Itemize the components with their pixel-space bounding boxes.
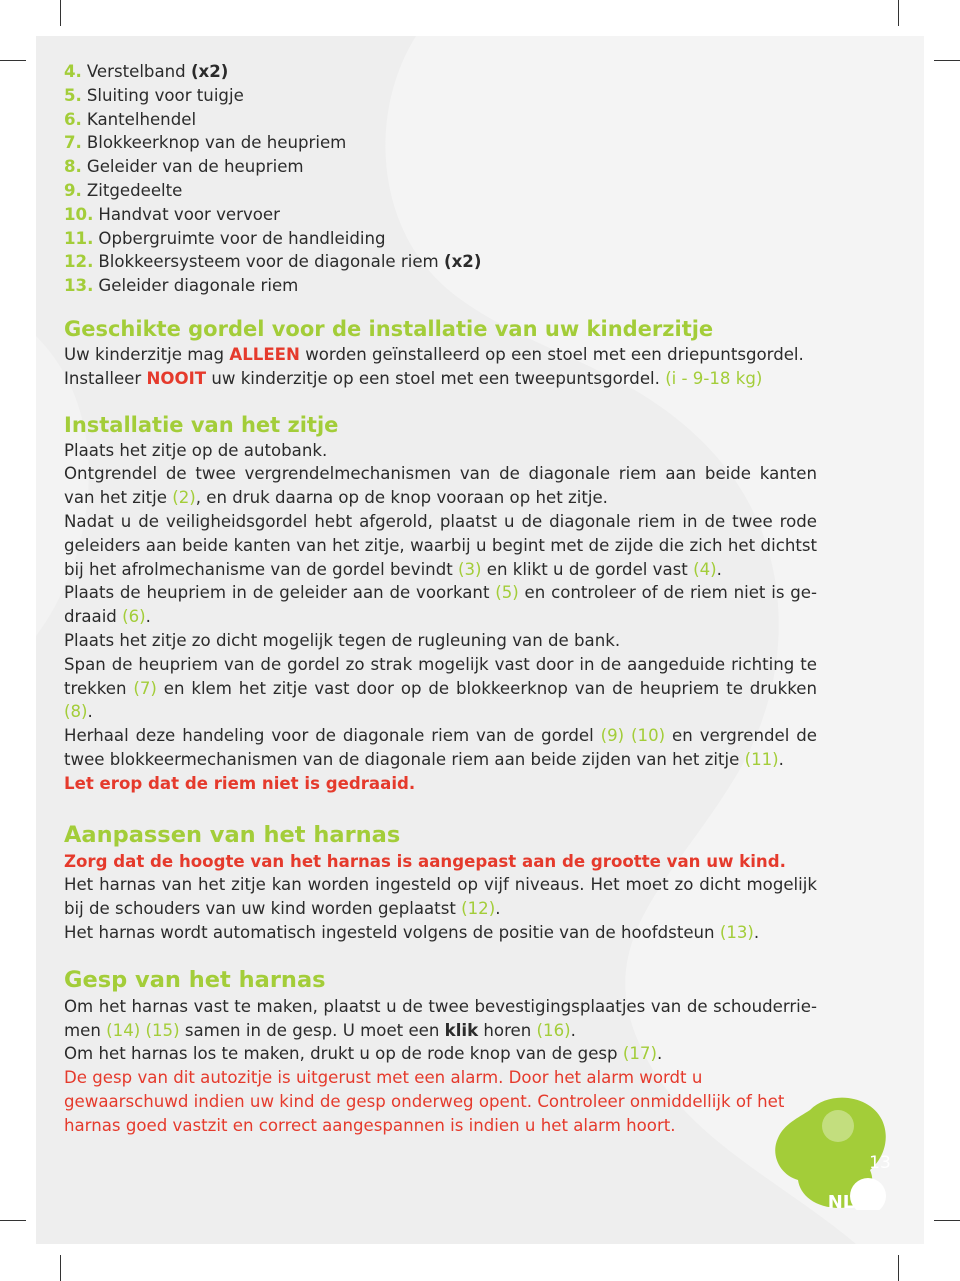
item-label: Blokkeerknop van de heupriem — [86, 133, 347, 153]
crop-mark — [60, 0, 61, 26]
item-label: Zitgedeelte — [86, 180, 183, 200]
parts-list-item — [64, 131, 817, 155]
text-run: Span de heupriem van de gordel zo strak mogelijk vast door in de aangeduide richting te trekken — [64, 654, 817, 698]
paragraph — [64, 873, 817, 921]
paragraph — [64, 510, 817, 581]
item-number: 11. — [64, 228, 94, 248]
item-number: 12. — [64, 252, 94, 272]
parts-list-item — [64, 274, 817, 298]
section-heading-installatie: Installatie van het zitje — [64, 412, 339, 437]
figure-ref: (9) (10) — [600, 726, 666, 746]
text-run: Herhaal deze handeling voor de diagonale riem van de gordel — [64, 726, 601, 746]
paragraph — [64, 343, 817, 367]
text-run: . — [656, 1044, 663, 1064]
figure-ref: (13) — [719, 922, 754, 942]
alarm-notice: De gesp van dit autozitje is uitgerust met een alarm. Door het alarm wordt u gewaarschuwd indien uw kind de gesp onderweg opent. Controleer onmiddellijk of het harnas goed vastzit en correct aangespannen is indien u het alarm hoort. — [64, 1068, 785, 1135]
parts-list-item — [64, 250, 817, 274]
text-run: en vergrendel de twee blokkeermechanismen van de diagonale riem aan beide zijden van het zitje — [64, 726, 817, 769]
figure-ref: (5) — [495, 583, 519, 603]
figure-ref: (8) — [64, 702, 88, 722]
text-run: , en druk daarna op de knop vooraan op het zitje. — [195, 488, 608, 508]
figure-ref: (3) — [458, 559, 482, 579]
item-label: Handvat voor vervoer — [98, 204, 280, 224]
figure-ref: (4) — [693, 559, 717, 579]
parts-list — [64, 60, 817, 298]
text-run: Ontgrendel de twee vergrendelmechanismen van de diagonale riem aan beide kanten van het zitje — [64, 464, 817, 508]
item-number: 9. — [64, 180, 82, 200]
paragraph — [64, 653, 817, 724]
text-run: horen — [478, 1020, 537, 1040]
section-heading-gordel: Geschikte gordel voor de installatie van uw kinderzitje — [64, 316, 714, 341]
crop-mark — [0, 60, 26, 61]
parts-list-item — [64, 179, 817, 203]
text-run: Plaats de heupriem in de geleider aan de voorkant — [64, 583, 496, 603]
language-code: NL — [827, 1192, 855, 1213]
item-label: Kantelhendel — [86, 109, 197, 129]
paragraph — [64, 367, 817, 391]
item-number: 4. — [64, 62, 82, 81]
text-run: . — [145, 607, 151, 627]
text-run: en klikt u de gordel vast — [481, 559, 694, 579]
parts-list-item — [64, 84, 817, 108]
crop-mark — [898, 0, 899, 26]
text-run: en klem het zitje vast door op de blokkeerknop van de heupriem te drukken — [156, 678, 817, 698]
text-run: Om het harnas los te maken, drukt u op de rode knop van de gesp — [64, 1044, 623, 1064]
parts-list-item — [64, 60, 817, 84]
item-number: 13. — [64, 276, 94, 296]
page-number: 13 — [869, 1153, 891, 1173]
item-label: Sluiting voor tuigje — [86, 85, 244, 105]
crop-mark — [934, 60, 960, 61]
item-number: 5. — [64, 85, 82, 105]
crop-mark — [60, 1255, 61, 1281]
text-run: . — [495, 899, 501, 919]
emphasis-klik: klik — [444, 1020, 479, 1040]
warning-text: Zorg dat de hoogte van het harnas is aangepast aan de grootte van uw kind. — [64, 851, 786, 871]
parts-list-item — [64, 227, 817, 251]
item-quantity: (x2) — [190, 62, 229, 81]
parts-list-item — [64, 203, 817, 227]
item-number: 8. — [64, 157, 82, 177]
crop-mark — [898, 1255, 899, 1281]
item-number: 7. — [64, 133, 82, 153]
figure-ref: (12) — [461, 899, 496, 919]
text-run: . — [778, 749, 784, 769]
figure-ref: (6) — [122, 607, 146, 627]
text-run: . — [87, 702, 93, 722]
text-run: en controleer of de riem niet is ge-draaid — [64, 583, 817, 627]
text-run: worden geïnstalleerd op een stoel met een driepuntsgordel. — [299, 344, 804, 364]
paragraph — [64, 1042, 817, 1066]
item-number: 6. — [64, 109, 82, 129]
paragraph: Plaats het zitje zo dicht mogelijk tegen de rugleuning van de bank. — [64, 630, 621, 650]
text-run: Het harnas wordt automatisch ingesteld volgens de positie van de hoofdsteun — [64, 922, 720, 942]
figure-ref: (11) — [744, 749, 779, 769]
paragraph — [64, 462, 817, 510]
figure-ref: (2) — [172, 488, 196, 508]
text-run: . — [716, 559, 722, 579]
weight-class-note: (i - 9-18 kg) — [665, 368, 763, 388]
text-run: Nadat u de veiligheidsgordel hebt afgerold, plaatst u de diagonale riem in de twee rode geleiders aan beide kanten van het zitje, waarbij u begint met de zijde die zich het dichtst bij het afrolmechanisme van de gordel bevindt — [64, 511, 817, 579]
item-label: Opbergruimte voor de handleiding — [98, 228, 386, 248]
text-run: samen in de gesp. U moet een — [179, 1020, 445, 1040]
paragraph — [64, 995, 817, 1043]
paragraph — [64, 921, 817, 945]
crop-mark — [934, 1220, 960, 1221]
text-run: . — [570, 1020, 576, 1040]
item-quantity: (x2) — [444, 252, 482, 272]
parts-list-item — [64, 108, 817, 132]
page-content — [64, 60, 817, 1137]
emphasis-alleen: ALLEEN — [229, 344, 300, 364]
figure-ref: (17) — [622, 1044, 657, 1064]
text-run: Installeer — [64, 368, 147, 388]
item-number: 10. — [64, 204, 94, 224]
section-heading-harnas: Aanpassen van het harnas — [64, 821, 401, 848]
figure-ref: (16) — [536, 1020, 571, 1040]
item-label: Geleider diagonale riem — [98, 276, 299, 296]
figure-ref: (14) (15) — [106, 1020, 180, 1040]
crop-mark — [0, 1220, 26, 1221]
item-label: Verstelband — [86, 62, 186, 81]
paragraph — [64, 581, 817, 629]
text-run: uw kinderzitje op een stoel met een tweepuntsgordel. — [206, 368, 666, 388]
text-run: Om het harnas vast te maken, plaatst u de twee bevestigingsplaatjes van de schouderrie-men — [64, 996, 817, 1040]
parts-list-item — [64, 155, 817, 179]
text-run: Uw kinderzitje mag — [64, 344, 230, 364]
figure-ref: (7) — [133, 678, 157, 698]
text-run: . — [753, 922, 760, 942]
paragraph — [64, 724, 817, 772]
item-label: Blokkeersysteem voor de diagonale riem — [98, 252, 439, 272]
emphasis-nooit: NOOIT — [146, 368, 207, 388]
paragraph: Plaats het zitje op de autobank. — [64, 440, 328, 460]
text-run: Het harnas van het zitje kan worden ingesteld op vijf niveaus. Het moet zo dicht mogelijk bij de schouders van uw kind worden geplaatst — [64, 875, 817, 919]
item-label: Geleider van de heupriem — [86, 157, 304, 177]
section-heading-gesp: Gesp van het harnas — [64, 966, 326, 993]
warning-text: Let erop dat de riem niet is gedraaid. — [64, 773, 416, 793]
